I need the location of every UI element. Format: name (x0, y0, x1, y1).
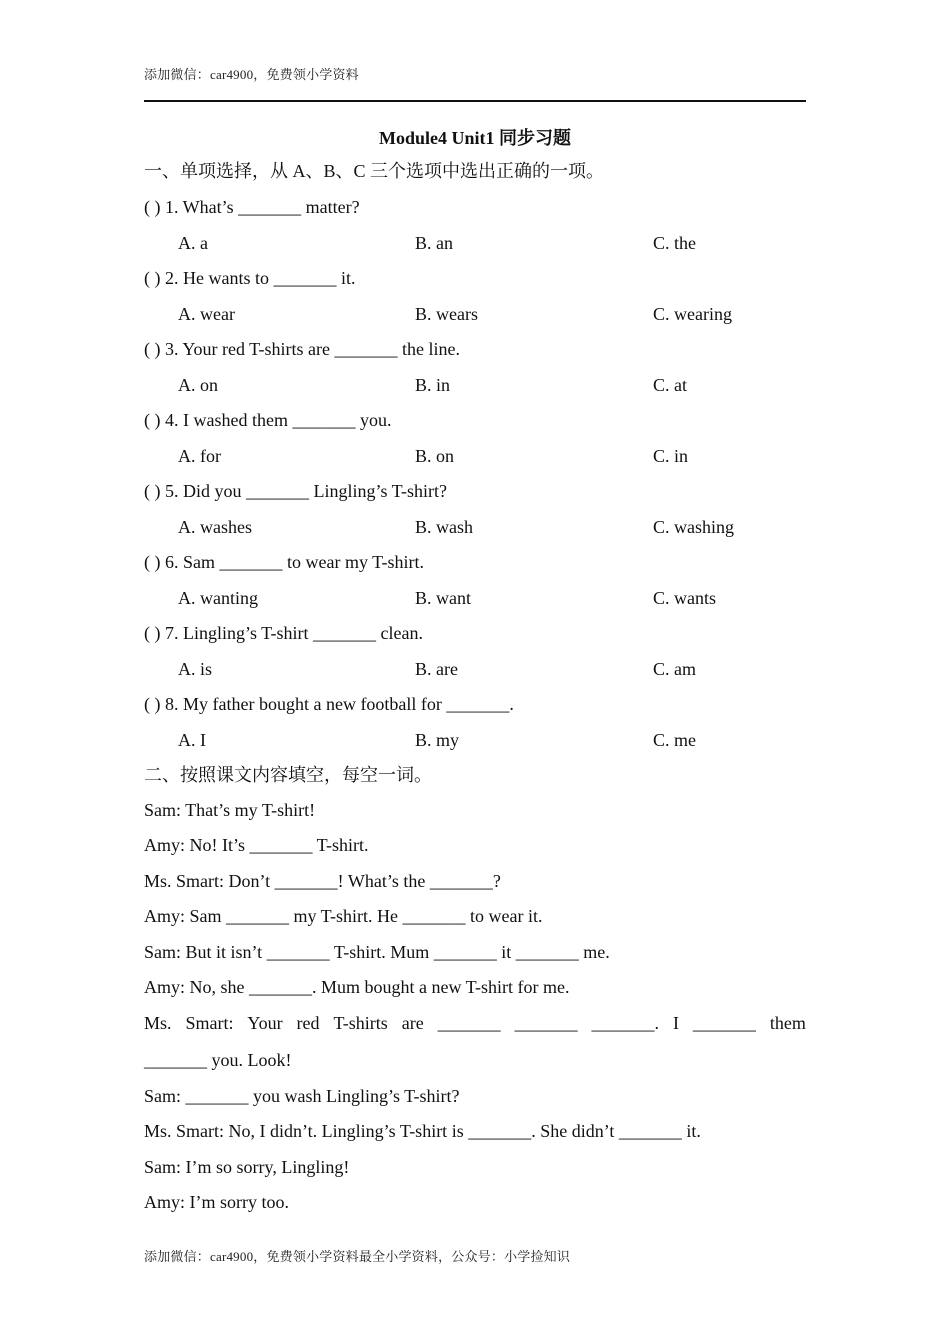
option-a: A. a (178, 233, 208, 253)
option-c: C. me (653, 730, 696, 750)
option-b: B. are (415, 659, 458, 679)
word: red (296, 1013, 320, 1033)
worksheet-title: Module4 Unit1 同步习题 (378, 128, 571, 148)
option-a: A. for (178, 446, 221, 466)
question-stem: ( ) 6. Sam _______ to wear my T-shirt. (144, 552, 424, 572)
page-footer: 添加微信：car4900，免费领小学资料最全小学资料，公众号：小学捡知识 (144, 1249, 571, 1264)
option-c: C. wants (653, 588, 716, 608)
dialogue-line: Sam: But it isn’t _______ T-shirt. Mum _______ it _______ me. (144, 942, 610, 962)
dialogue-line: Amy: No! It’s _______ T-shirt. (144, 835, 369, 855)
option-b: B. my (415, 730, 460, 750)
word: _______ (692, 1013, 756, 1033)
question-stem: ( ) 7. Lingling’s T-shirt _______ clean. (144, 623, 423, 643)
option-b: B. in (415, 375, 451, 395)
dialogue-line: Sam: I’m so sorry, Lingling! (144, 1157, 350, 1177)
option-c: C. washing (653, 517, 734, 537)
word: I (672, 1013, 679, 1033)
option-c: C. the (653, 233, 696, 253)
question-stem: ( ) 4. I washed them _______ you. (144, 410, 392, 430)
option-b: B. want (415, 588, 471, 608)
word: Ms. (144, 1013, 172, 1033)
dialogue-line: Amy: Sam _______ my T-shirt. He _______ to wear it. (144, 906, 543, 926)
word: T-shirts (333, 1013, 388, 1033)
option-c: C. wearing (653, 304, 732, 324)
section2-heading: 二、按照课文内容填空，每空一词。 (144, 765, 432, 785)
dialogue-line: Ms. Smart: Don’t _______! What’s the _______? (144, 871, 501, 891)
word: _______ (514, 1013, 578, 1033)
question-stem: ( ) 2. He wants to _______ it. (144, 268, 356, 288)
word: Your (247, 1013, 283, 1033)
dialogue-line: Sam: _______ you wash Lingling’s T-shirt? (144, 1086, 460, 1106)
question-stem: ( ) 1. What’s _______ matter? (144, 197, 360, 217)
option-a: A. washes (178, 517, 252, 537)
dialogue-line: Amy: No, she _______. Mum bought a new T-shirt for me. (144, 977, 570, 997)
option-a: A. wanting (178, 588, 258, 608)
dialogue-line: Ms. Smart: No, I didn’t. Lingling’s T-shirt is _______. She didn’t _______ it. (144, 1121, 701, 1141)
option-a: A. is (178, 659, 213, 679)
option-c: C. at (653, 375, 687, 395)
question-stem: ( ) 3. Your red T-shirts are _______ the line. (144, 339, 460, 359)
question-stem: ( ) 5. Did you _______ Lingling’s T-shirt? (144, 481, 447, 501)
dialogue-line: Sam: That’s my T-shirt! (144, 800, 316, 820)
word: Smart: (185, 1013, 234, 1033)
word: are (401, 1013, 424, 1033)
header-divider (144, 100, 806, 102)
word: them (769, 1013, 806, 1033)
option-b: B. an (415, 233, 453, 253)
dialogue-line: _______ you. Look! (144, 1050, 292, 1070)
section1-heading: 一、单项选择，从 A、B、C 三个选项中选出正确的一项。 (144, 161, 605, 181)
word: _______ (437, 1013, 501, 1033)
option-c: C. am (653, 659, 696, 679)
option-b: B. on (415, 446, 455, 466)
option-b: B. wears (415, 304, 478, 324)
option-c: C. in (653, 446, 689, 466)
option-a: A. I (178, 730, 206, 750)
dialogue-line-justified (144, 1012, 806, 1034)
option-a: A. on (178, 375, 218, 395)
word: _______. (591, 1013, 660, 1033)
dialogue-line: Amy: I’m sorry too. (144, 1192, 289, 1212)
option-b: B. wash (415, 517, 473, 537)
question-stem: ( ) 8. My father bought a new football for _______. (144, 694, 514, 714)
option-a: A. wear (178, 304, 235, 324)
page-header: 添加微信：car4900，免费领小学资料 (144, 67, 359, 82)
